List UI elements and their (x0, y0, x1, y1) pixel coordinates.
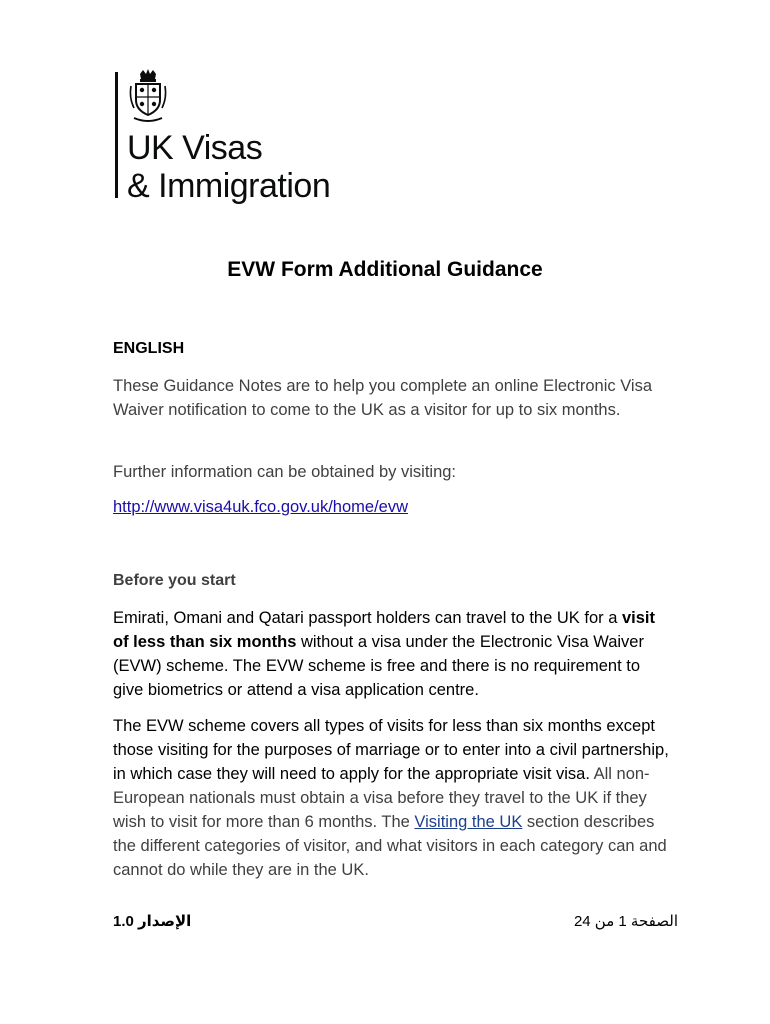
before-you-start-heading: Before you start (113, 572, 236, 589)
p1-text-a: Emirati, Omani and Qatari passport holders can travel to the UK for a (113, 609, 622, 627)
brand-line-2: & Immigration (127, 167, 331, 205)
visiting-the-uk-link[interactable]: Visiting the UK (414, 813, 523, 831)
p1-text-b: without a visa under the Electronic Visa Waiver (EVW) scheme. The EVW scheme is free and there is no requirement to give biometrics or attend a visa application centre. (113, 633, 644, 699)
p2-text-b: All non-European nationals must obtain a visa before they travel to the UK if they wish to visit for more than 6 months. The (113, 765, 650, 831)
brand-line-1: UK Visas (127, 129, 263, 167)
language-heading: ENGLISH (113, 340, 185, 357)
p1-bold-text: visit of less than six months (113, 609, 656, 651)
evw-eligibility-paragraph (113, 606, 673, 702)
footer-page-number: الصفحة 1 من 24 (573, 913, 678, 930)
p2-text-a: The EVW scheme covers all types of visits for less than six months except those visiting for the purposes of marriage or to enter into a civil partnership, in which case they will need to apply for the appropriate visit visa. (113, 717, 669, 783)
page-title: EVW Form Additional Guidance (227, 258, 543, 281)
logo-divider (115, 72, 118, 198)
evw-link[interactable]: http://www.visa4uk.fco.gov.uk/home/evw (113, 498, 408, 516)
evw-scope-paragraph (113, 714, 673, 882)
footer-version: الإصدار 1.0 (113, 913, 192, 930)
intro-paragraph: These Guidance Notes are to help you complete an online Electronic Visa Waiver notification to come to the UK as a visitor for up to six months. (113, 377, 653, 419)
brand-wordmark (127, 129, 330, 205)
further-info-text: Further information can be obtained by visiting: (113, 463, 457, 481)
p2-text-c: section describes the different categories of visitor, and what visitors in each category can and cannot do while they are in the UK. (113, 813, 667, 879)
evw-link-wrap (113, 495, 673, 519)
royal-crest-icon (128, 68, 168, 126)
